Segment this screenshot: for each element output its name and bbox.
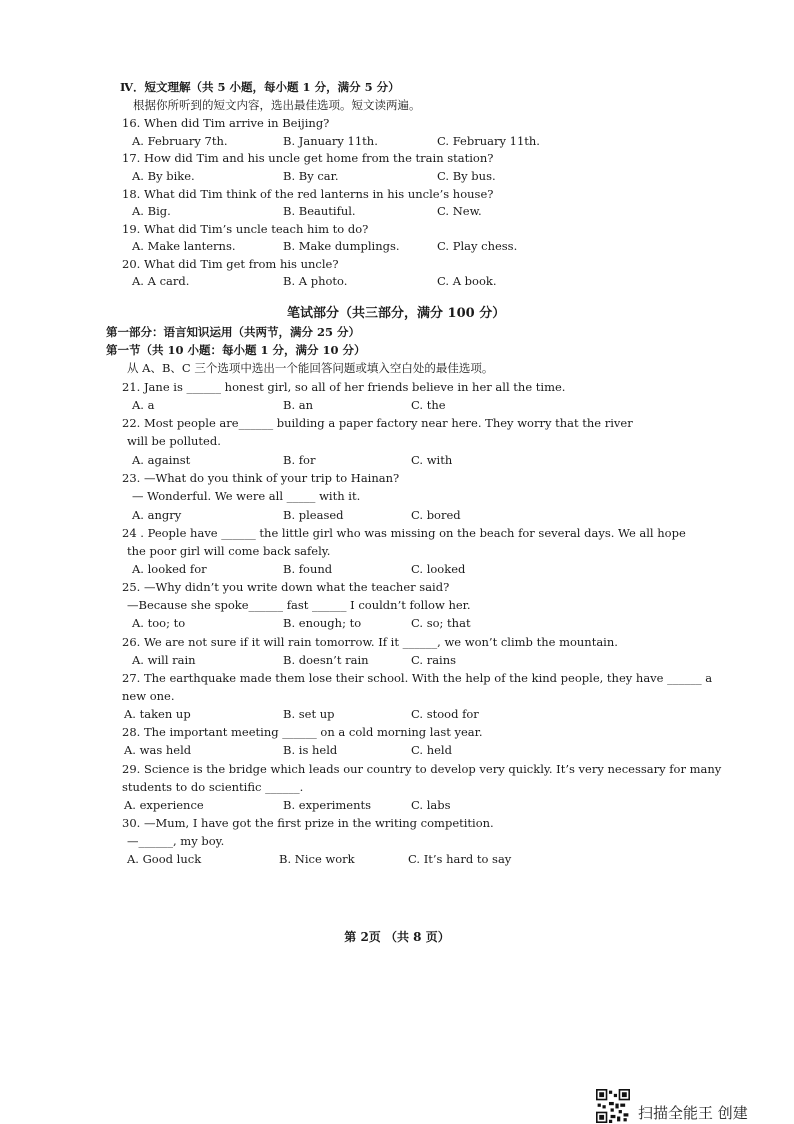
option-a: A. Make lanterns. xyxy=(132,239,236,253)
question-stem: 17. How did Tim and his uncle get home from the train station? xyxy=(122,151,494,165)
question-stem: 23. —What do you think of your trip to Hainan? xyxy=(122,471,400,485)
question-stem: 24 . People have ______ the little girl who was missing on the beach for several days. We all hope xyxy=(122,526,686,540)
option-c: C. the xyxy=(411,398,446,412)
option-c: C. By bus. xyxy=(437,169,496,183)
question-stem: 18. What did Tim think of the red lanterns in his uncle’s house? xyxy=(122,187,494,201)
question-stem: 20. What did Tim get from his uncle? xyxy=(122,257,339,271)
question-stem-continued: —Because she spoke______ fast ______ I couldn’t follow her. xyxy=(127,598,471,612)
section1-heading: 第一节（共 10 小题：每小题 1 分，满分 10 分） xyxy=(106,343,366,357)
option-a: A. A card. xyxy=(132,274,190,288)
option-a: A. By bike. xyxy=(132,169,195,183)
option-b: B. Beautiful. xyxy=(283,204,356,218)
question-stem: 25. —Why didn’t you write down what the teacher said? xyxy=(122,580,450,594)
option-b: B. By car. xyxy=(283,169,339,183)
question-stem-continued: —______, my boy. xyxy=(127,834,225,848)
question-stem: 22. Most people are______ building a paper factory near here. They worry that the river xyxy=(122,416,633,430)
section4-instruction: 根据你所听到的短文内容，选出最佳选项。短文读两遍。 xyxy=(133,98,421,112)
option-a: A. a xyxy=(132,398,155,412)
option-c: C. stood for xyxy=(411,707,479,721)
option-b: B. A photo. xyxy=(283,274,348,288)
scanner-watermark xyxy=(596,1100,748,1124)
section1-instruction: 从 A、B、C 三个选项中选出一个能回答问题或填入空白处的最佳选项。 xyxy=(127,361,494,375)
option-a: A. will rain xyxy=(132,653,196,667)
option-c: C. with xyxy=(411,453,453,467)
qr-code-icon xyxy=(596,1089,630,1123)
option-b: B. for xyxy=(283,453,316,467)
option-c: C. Play chess. xyxy=(437,239,518,253)
option-a: A. taken up xyxy=(124,707,191,721)
option-c: C. February 11th. xyxy=(437,134,540,148)
option-b: B. pleased xyxy=(283,508,344,522)
option-b: B. experiments xyxy=(283,798,372,812)
option-b: B. set up xyxy=(283,707,335,721)
option-c: C. A book. xyxy=(437,274,497,288)
option-c: C. bored xyxy=(411,508,461,522)
question-stem: 16. When did Tim arrive in Beijing? xyxy=(122,116,330,130)
question-stem: 26. We are not sure if it will rain tomorrow. If it ______, we won’t climb the mountain. xyxy=(122,635,618,649)
option-b: B. an xyxy=(283,398,314,412)
option-b: B. is held xyxy=(283,743,338,757)
question-stem-continued: — Wonderful. We were all _____ with it. xyxy=(132,489,361,503)
option-a: A. against xyxy=(132,453,191,467)
option-a: A. experience xyxy=(124,798,204,812)
question-stem: 27. The earthquake made them lose their school. With the help of the kind people, they have ______ a xyxy=(122,671,713,685)
option-a: A. looked for xyxy=(132,562,207,576)
option-c: C. New. xyxy=(437,204,482,218)
question-stem: 28. The important meeting ______ on a cold morning last year. xyxy=(122,725,483,739)
question-stem: 30. —Mum, I have got the first prize in the writing competition. xyxy=(122,816,494,830)
question-stem-continued: will be polluted. xyxy=(127,434,221,448)
page-number: 第 2页 （共 8 页） xyxy=(344,930,450,944)
option-a: A. Big. xyxy=(132,204,171,218)
option-c: C. so; that xyxy=(411,616,471,630)
option-b: B. doesn’t rain xyxy=(283,653,369,667)
section4-heading: Ⅳ．短文理解（共 5 小题，每小题 1 分，满分 5 分） xyxy=(120,80,400,94)
option-c: C. rains xyxy=(411,653,457,667)
option-b: B. January 11th. xyxy=(283,134,378,148)
part1-heading: 第一部分：语言知识运用（共两节，满分 25 分） xyxy=(106,325,361,339)
option-c: C. labs xyxy=(411,798,451,812)
question-stem-continued: students to do scientific ______. xyxy=(122,780,304,794)
option-a: A. Good luck xyxy=(127,852,202,866)
question-stem-continued: the poor girl will come back safely. xyxy=(127,544,331,558)
option-b: B. Nice work xyxy=(279,852,355,866)
option-c: C. held xyxy=(411,743,452,757)
question-stem-continued: new one. xyxy=(122,689,175,703)
option-b: B. found xyxy=(283,562,333,576)
option-c: C. It’s hard to say xyxy=(408,852,512,866)
option-a: A. February 7th. xyxy=(132,134,228,148)
option-a: A. angry xyxy=(132,508,182,522)
option-a: A. was held xyxy=(124,743,192,757)
question-stem: 19. What did Tim’s uncle teach him to do? xyxy=(122,222,369,236)
watermark-text: 扫描全能王 创建 xyxy=(638,1103,748,1122)
question-stem: 29. Science is the bridge which leads our country to develop very quickly. It’s very necessary for many xyxy=(122,762,722,776)
option-c: C. looked xyxy=(411,562,466,576)
option-b: B. enough; to xyxy=(283,616,362,630)
option-a: A. too; to xyxy=(132,616,186,630)
question-stem: 21. Jane is ______ honest girl, so all of her friends believe in her all the time. xyxy=(122,380,566,394)
written-part-title: 笔试部分（共三部分，满分 100 分） xyxy=(287,306,506,321)
option-b: B. Make dumplings. xyxy=(283,239,400,253)
